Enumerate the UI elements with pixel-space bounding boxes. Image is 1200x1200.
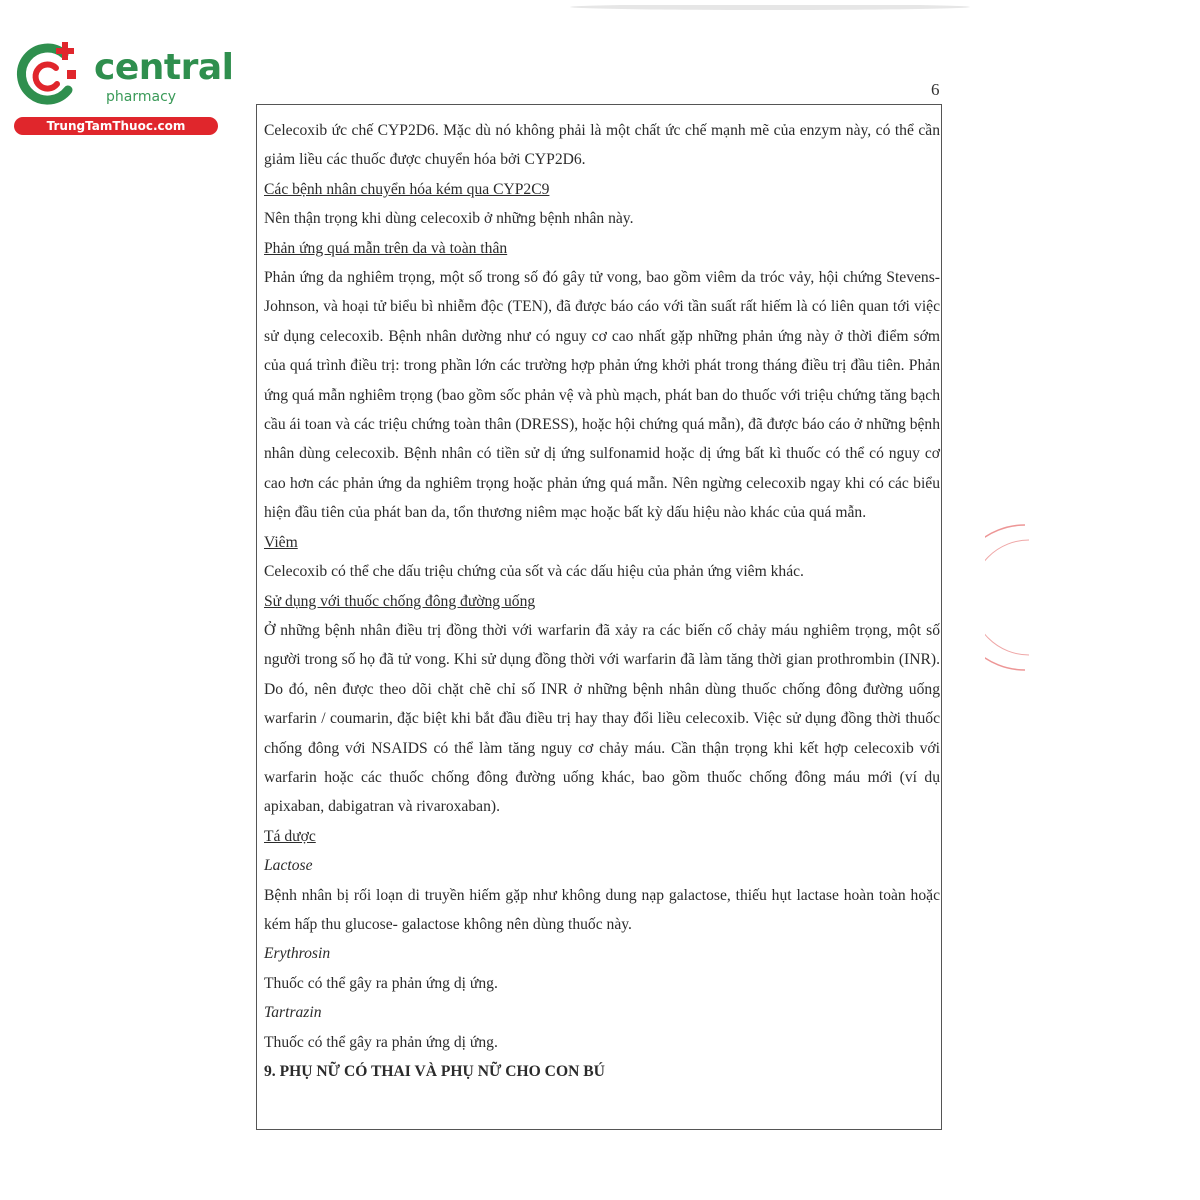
pharmacy-cross-logo-icon	[10, 38, 82, 110]
heading-oral-anticoagulants: Sử dụng với thuốc chống đông đường uống	[264, 592, 536, 610]
paragraph-cyp2d6: Celecoxib ức chế CYP2D6. Mặc dù nó không phải là một chất ức chế mạnh mẽ của enzym này, có thể cần giảm liều các thuốc được chuyển hóa bởi CYP2D6.	[264, 122, 940, 169]
scan-smudge	[560, 0, 980, 8]
document-body	[264, 116, 940, 1086]
paragraph-tartrazin: Thuốc có thể gây ra phản ứng dị ứng.	[264, 1033, 498, 1051]
heading-hypersensitivity: Phản ứng quá mẫn trên da và toàn thân	[264, 239, 508, 257]
paragraph-inflammation: Celecoxib có thể che dấu triệu chứng của sốt và các dấu hiệu của phản ứng viêm khác.	[264, 563, 804, 581]
paragraph-erythrosin: Thuốc có thể gây ra phản ứng dị ứng.	[264, 974, 498, 992]
subheading-tartrazin: Tartrazin	[264, 1004, 322, 1022]
heading-inflammation: Viêm	[264, 533, 298, 551]
subheading-erythrosin: Erythrosin	[264, 945, 331, 963]
paragraph-hypersensitivity: Phản ứng da nghiêm trọng, một số trong số đó gây tử vong, bao gồm viêm da tróc vảy, hội chứng Stevens-Johnson, và hoại tử biểu bì nhiễm độc (TEN), đã được báo cáo với tần suất rất hiếm là có liên quan tới việc sử dụng celecoxib. Bệnh nhân dường như có nguy cơ cao nhất gặp những phản ứng này ở thời điểm sớm của quá trình điều trị: trong phần lớn các trường hợp phản ứng khởi phát trong tháng điều trị đầu tiên. Phản ứng quá mẫn nghiêm trọng (bao gồm sốc phản vệ và phù mạch, phát ban do thuốc với triệu chứng tăng bạch cầu ái toan và các triệu chứng toàn thân (DRESS), hoặc hội chứng quá mẫn), đã được báo cáo ở những bệnh nhân dùng celecoxib. Bệnh nhân có tiền sử dị ứng sulfonamid hoặc dị ứng bất kì thuốc có thể có nguy cơ cao hơn các phản ứng da nghiêm trọng hoặc phản ứng quá mẫn. Nên ngừng celecoxib ngay khi có các biểu hiện đầu tiên của phát ban da, tổn thương niêm mạc hoặc bất kỳ dấu hiệu nào khác của quá mẫn.	[264, 269, 941, 522]
brand-subtitle: pharmacy	[106, 89, 177, 105]
red-stamp-fragment	[985, 520, 1030, 680]
paragraph-lactose: Bệnh nhân bị rối loạn di truyền hiếm gặp như không dung nạp galactose, thiếu hụt lactase hoàn toàn hoặc kém hấp thu glucose- galactose không nên dùng thuốc này.	[264, 886, 940, 933]
paragraph-cyp2c9: Nên thận trọng khi dùng celecoxib ở những bệnh nhân này.	[264, 210, 634, 228]
paragraph-anticoagulants: Ở những bệnh nhân điều trị đồng thời với warfarin đã xảy ra các biến cố chảy máu nghiêm trọng, một số người trong số họ đã tử vong. Khi sử dụng đồng thời với warfarin đã làm tăng thời gian prothrombin (INR). Do đó, nên được theo dõi chặt chẽ chỉ số INR ở những bệnh nhân dùng thuốc chống đông đường uống warfarin / coumarin, đặc biệt khi bắt đầu điều trị hay thay đổi liều celecoxib. Việc sử dụng đồng thời thuốc chống đông với NSAIDS có thể làm tăng nguy cơ chảy máu. Cần thận trọng khi kết hợp celecoxib với warfarin hoặc các thuốc chống đông đường uống khác, bao gồm thuốc chống đông máu mới (ví dụ apixaban, dabigatran và rivaroxaban).	[264, 621, 940, 816]
central-pharmacy-logo	[10, 38, 234, 138]
subheading-lactose: Lactose	[264, 857, 313, 875]
brand-website: TrungTamThuoc.com	[14, 117, 218, 135]
heading-excipients: Tá dược	[264, 827, 316, 845]
heading-cyp2c9-poor-metabolizers: Các bệnh nhân chuyển hóa kém qua CYP2C9	[264, 180, 550, 198]
brand-name: central	[94, 47, 234, 88]
section-heading-pregnancy: 9. PHỤ NỮ CÓ THAI VÀ PHỤ NỮ CHO CON BÚ	[264, 1063, 605, 1080]
page-number: 6	[931, 80, 940, 99]
